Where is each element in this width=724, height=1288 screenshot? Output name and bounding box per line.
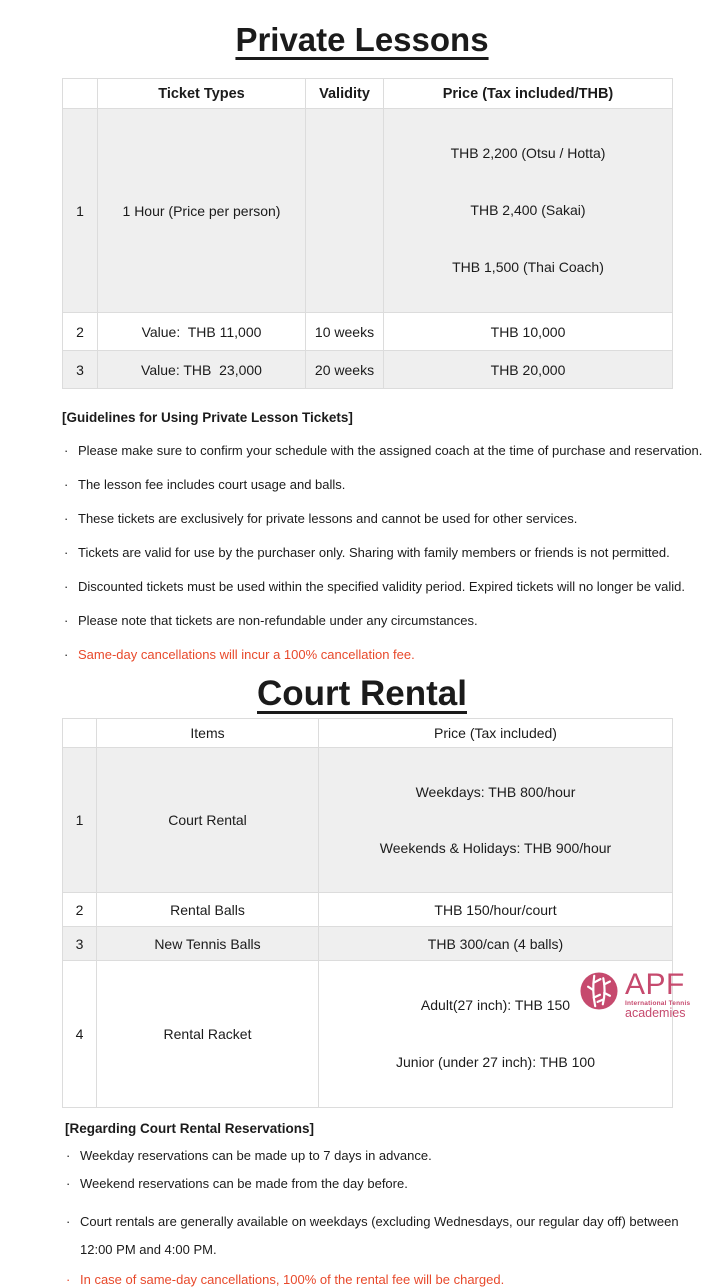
table-row	[63, 893, 673, 927]
tennis-ball-icon	[580, 972, 618, 1015]
price-line: Junior (under 27 inch): THB 100	[396, 1054, 595, 1070]
table-header-row	[63, 719, 673, 748]
bullet-dot: ·	[64, 579, 69, 594]
price-cell	[384, 109, 673, 313]
guideline-item-cancellation	[64, 647, 704, 663]
private-lessons-table	[62, 78, 673, 389]
reservation-item	[66, 1176, 704, 1192]
price-cell: THB 10,000	[384, 313, 673, 351]
bullet-dot: ·	[66, 1272, 71, 1287]
ticket-type-cell: 1 Hour (Price per person)	[98, 109, 306, 313]
price-cell	[319, 748, 673, 893]
ticket-type-cell: Value: THB 23,000	[98, 351, 306, 389]
guideline-item	[64, 443, 704, 459]
private-lessons-title: Private Lessons	[235, 21, 489, 58]
item-cell: Court Rental	[97, 748, 319, 893]
bullet-dot: ·	[64, 443, 69, 458]
price-cell: THB 20,000	[384, 351, 673, 389]
reservation-item-cancellation	[66, 1272, 704, 1288]
price-cell: THB 300/can (4 balls)	[319, 927, 673, 961]
validity-cell: 20 weeks	[306, 351, 384, 389]
item-cell: Rental Balls	[97, 893, 319, 927]
price-line: THB 2,200 (Otsu / Hotta)	[450, 145, 606, 161]
price-line: THB 2,400 (Sakai)	[470, 202, 586, 218]
bullet-dot: ·	[64, 477, 69, 492]
bullet-dot: ·	[64, 613, 69, 628]
court-rental-title: Court Rental	[257, 674, 467, 713]
bullet-dot: ·	[66, 1214, 71, 1229]
bullet-dot: ·	[64, 511, 69, 526]
guideline-item	[64, 477, 704, 493]
header-cell-ticket-types: Ticket Types	[98, 79, 306, 109]
table-row	[63, 748, 673, 893]
row-number: 3	[63, 351, 98, 389]
bullet-dot: ·	[66, 1176, 71, 1191]
price-line: Adult(27 inch): THB 150	[420, 997, 571, 1013]
guideline-item	[64, 545, 704, 561]
guideline-item	[64, 511, 704, 527]
guidelines-section	[0, 410, 724, 663]
guideline-item	[64, 579, 704, 595]
item-cell: New Tennis Balls	[97, 927, 319, 961]
logo-text	[625, 968, 691, 1020]
reservations-section	[0, 1121, 724, 1288]
guideline-text: Tickets are valid for use by the purchaser only. Sharing with family members or friends is not permitted.	[78, 545, 670, 560]
validity-cell: 10 weeks	[306, 313, 384, 351]
row-number: 2	[63, 893, 97, 927]
row-number: 1	[63, 109, 98, 313]
header-cell-items: Items	[97, 719, 319, 748]
guideline-text-red: Same-day cancellations will incur a 100% cancellation fee.	[78, 647, 415, 662]
reservation-text: Court rentals are generally available on weekdays (excluding Wednesdays, our regular day off) between	[80, 1214, 679, 1229]
validity-cell	[306, 109, 384, 313]
guideline-text: These tickets are exclusively for private lessons and cannot be used for other services.	[78, 511, 578, 526]
table-row	[63, 313, 673, 351]
guideline-text: Please note that tickets are non-refundable under any circumstances.	[78, 613, 478, 628]
reservations-heading: [Regarding Court Rental Reservations]	[65, 1121, 315, 1136]
table-row	[63, 109, 673, 313]
header-cell-validity: Validity	[306, 79, 384, 109]
logo-tagline-bottom: academies	[625, 1006, 686, 1020]
header-cell-price: Price (Tax included/THB)	[384, 79, 673, 109]
apf-logo	[580, 968, 691, 1020]
reservation-item	[66, 1148, 704, 1164]
price-line: Weekdays: THB 800/hour	[415, 784, 576, 800]
guideline-text: The lesson fee includes court usage and balls.	[78, 477, 346, 492]
guidelines-heading: [Guidelines for Using Private Lesson Tickets]	[62, 410, 353, 425]
header-cell-blank	[63, 719, 97, 748]
reservation-text: Weekend reservations can be made from the day before.	[80, 1176, 408, 1191]
logo-brand-name: APF	[625, 968, 685, 1001]
logo-tagline-top: International Tennis	[625, 1000, 691, 1007]
table-row	[63, 927, 673, 961]
row-number: 1	[63, 748, 97, 893]
reservation-text: Weekday reservations can be made up to 7 days in advance.	[80, 1148, 432, 1163]
guideline-text: Please make sure to confirm your schedule with the assigned coach at the time of purchase and reservation.	[78, 443, 703, 458]
row-number: 3	[63, 927, 97, 961]
price-line: Weekends & Holidays: THB 900/hour	[379, 840, 612, 856]
header-cell-blank	[63, 79, 98, 109]
reservation-text-red: In case of same-day cancellations, 100% of the rental fee will be charged.	[80, 1272, 505, 1287]
table-header-row	[63, 79, 673, 109]
reservation-text-continuation: 12:00 PM and 4:00 PM.	[80, 1242, 217, 1257]
row-number: 2	[63, 313, 98, 351]
guideline-text: Discounted tickets must be used within the specified validity period. Expired tickets will no longer be valid.	[78, 579, 685, 594]
reservation-item	[66, 1214, 704, 1230]
court-rental-table	[62, 718, 673, 1108]
bullet-dot: ·	[64, 647, 69, 662]
row-number: 4	[63, 961, 97, 1108]
header-cell-price: Price (Tax included)	[319, 719, 673, 748]
bullet-dot: ·	[66, 1148, 71, 1163]
item-cell: Rental Racket	[97, 961, 319, 1108]
guideline-item	[64, 613, 704, 629]
price-cell: THB 150/hour/court	[319, 893, 673, 927]
price-line: THB 1,500 (Thai Coach)	[452, 259, 604, 275]
ticket-type-cell: Value: THB 11,000	[98, 313, 306, 351]
table-row	[63, 351, 673, 389]
bullet-dot: ·	[64, 545, 69, 560]
